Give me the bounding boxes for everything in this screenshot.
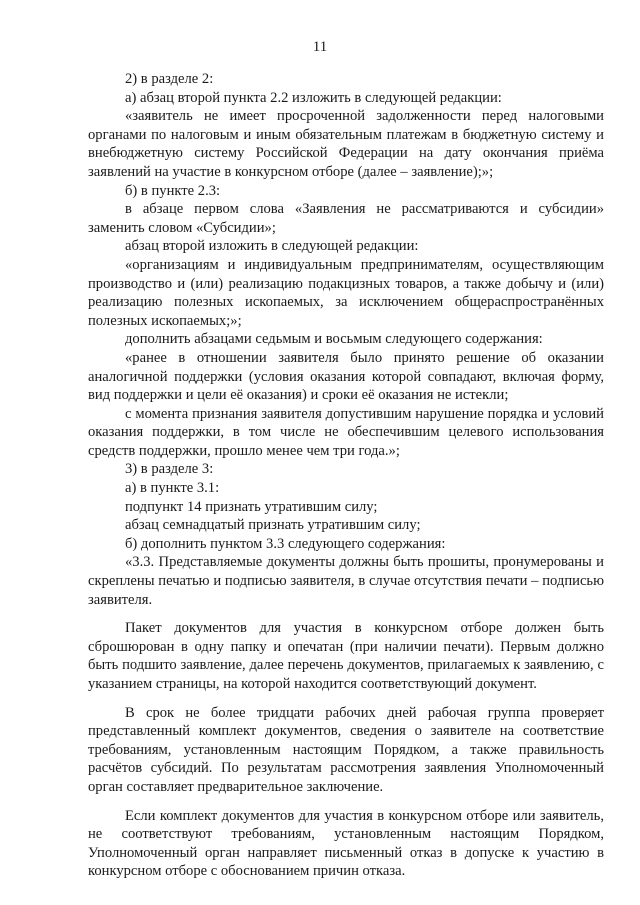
paragraph: абзац семнадцатый признать утратившим силу; [125, 517, 421, 534]
paragraph: «ранее в отношении заявителя было принято решение об оказании аналогичной поддержки (условия оказания которой совпадают, включая форму, вид поддержки и цели её оказания) и сроки её оказания не истекли; [88, 349, 604, 404]
paragraph: Если комплект документов для участия в конкурсном отборе или заявитель, не соответствуют требованиям, установленным настоящим Порядком, Уполномоченный орган направляет письменный отказ в допуске к участию в конкурсном отборе с обоснованием причин отказа. [88, 807, 604, 880]
paragraph: а) абзац второй пункта 2.2 изложить в следующей редакции: [125, 89, 502, 106]
paragraph: абзац второй изложить в следующей редакции: [125, 238, 419, 255]
paragraph: а) в пункте 3.1: [125, 480, 220, 497]
paragraph: подпункт 14 признать утратившим силу; [125, 498, 378, 515]
paragraph: б) в пункте 2.3: [125, 182, 221, 199]
paragraph: дополнить абзацами седьмым и восьмым следующего содержания: [125, 331, 543, 348]
paragraph: В срок не более тридцати рабочих дней рабочая группа проверяет представленный комплект документов, сведения о заявителе на соответствие требованиям, установленным настоящим Порядком, а также правильность расчётов субсидий. По результатам рассмотрения заявления Уполномоченный орган составляет предварительное заключение. [88, 704, 604, 795]
paragraph: «3.3. Представляемые документы должны быть прошиты, пронумерованы и скреплены печатью и подписью заявителя, в случае отсутствия печати – подписью заявителя. [88, 554, 604, 608]
paragraph: с момента признания заявителя допустившим нарушение порядка и условий оказания поддержки, в том числе не обеспечившим целевого использования средств поддержки, прошло менее чем три года.»; [88, 405, 604, 459]
paragraph: 2) в разделе 2: [125, 71, 214, 87]
paragraph: «заявитель не имеет просроченной задолженности перед налоговыми органами по налоговым и иным обязательным платежам в бюджетную систему и внебюджетную систему Российской Федерации на дату окончания приёма заявлений на участие в конкурсном отборе (далее – заявление);»; [88, 108, 604, 180]
paragraph: в абзаце первом слова «Заявления не рассматриваются и субсидии» заменить словом «Субсидии»; [88, 201, 604, 236]
paragraph: «организациям и индивидуальным предпринимателям, осуществляющим производство и (или) реализацию подакцизных товаров, а также добычу и (или) реализацию полезных ископаемых, за исключением общераспространённых полезных ископаемых;»; [88, 256, 604, 329]
page-number: 11 [312, 39, 328, 55]
paragraph: Пакет документов для участия в конкурсном отборе должен быть сброшюрован в одну папку и опечатан (при наличии печати). Первым должно быть подшито заявление, далее перечень документов, прилагаемых к заявлению, с указанием страницы, на которой находится соответствующий документ. [88, 620, 604, 692]
document-body [88, 70, 604, 881]
paragraph: б) дополнить пунктом 3.3 следующего содержания: [125, 535, 446, 552]
paragraph: 3) в разделе 3: [125, 461, 214, 478]
